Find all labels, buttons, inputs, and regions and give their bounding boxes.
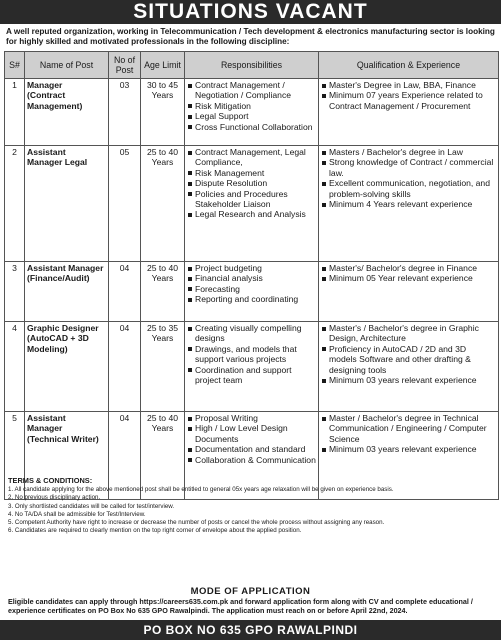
- job-posts-text: 04: [119, 413, 130, 423]
- terms-item: 6. Candidates are required to clearly mention on the top right corner of envelope about the applied position.: [8, 527, 302, 535]
- responsibility-item: Contract Management, Legal Compliance,: [187, 147, 316, 168]
- responsibility-item: Forecasting: [187, 284, 316, 294]
- terms-section: [8, 477, 496, 535]
- terms-list: [8, 486, 496, 535]
- terms-title: TERMS & CONDITIONS:: [8, 476, 93, 485]
- responsibility-list: [187, 80, 316, 132]
- job-posts: [109, 262, 141, 322]
- responsibility-item: Legal Research and Analysis: [187, 209, 316, 219]
- mode-title: MODE OF APPLICATION: [190, 586, 311, 597]
- job-name-line: Modeling): [27, 343, 68, 354]
- job-age-range: 25 to 40: [146, 263, 179, 273]
- job-name-line: Assistant: [27, 147, 66, 157]
- job-sno: [5, 262, 25, 322]
- job-sno-text: 4: [12, 323, 17, 333]
- qualification-item: Strong knowledge of Contract / commercial law.: [321, 157, 496, 178]
- job-qualification: [319, 322, 499, 412]
- job-name-line: (AutoCAD + 3D: [27, 333, 89, 344]
- qualification-item: Master's / Bachelor's degree in Graphic Design, Architecture: [321, 323, 496, 344]
- job-responsibilities: [185, 262, 319, 322]
- job-qualification: [319, 262, 499, 322]
- job-posts-text: 03: [119, 80, 130, 90]
- qualification-item: Master's Degree in Law, BBA, Finance: [321, 80, 496, 90]
- job-age-unit: Years: [151, 423, 174, 434]
- qualification-item: Minimum 4 Years relevant experience: [321, 199, 496, 209]
- responsibility-list: [187, 147, 316, 220]
- job-name-line: (Finance/Audit): [27, 273, 90, 284]
- intro-text: A well reputed organization, working in Telecommunication / Tech development & electronics manufacturing sector is looking for highly skilled and motivated professionals in the following discipline:: [6, 27, 495, 46]
- header-no-of-post: No of Post: [109, 52, 141, 79]
- job-row: [5, 322, 499, 412]
- responsibility-item: Drawings, and models that support various projects: [187, 344, 316, 365]
- qualification-item: Proficiency in AutoCAD / 2D and 3D models Software and other drafting & designing tools: [321, 344, 496, 375]
- terms-item: 5. Competent Authority have right to increase or decrease the number of posts or cancel the whole process without assigning any reason.: [8, 519, 385, 527]
- responsibility-item: Contract Management / Negotiation / Compliance: [187, 80, 316, 101]
- responsibility-item: Creating visually compelling designs: [187, 323, 316, 344]
- responsibility-item: Cross Functional Collaboration: [187, 122, 316, 132]
- responsibility-item: Risk Management: [187, 168, 316, 178]
- job-age-unit: Years: [151, 157, 174, 168]
- job-name: [25, 262, 109, 322]
- qualification-list: [321, 147, 496, 209]
- qualification-item: Minimum 07 years Experience related to Contract Management / Procurement: [321, 90, 496, 111]
- job-age-range: 25 to 40: [146, 147, 179, 157]
- responsibility-item: Collaboration & Communication: [187, 455, 316, 465]
- job-name-line: Manager: [27, 80, 63, 90]
- qualification-list: [321, 323, 496, 385]
- job-name-line: (Contract Management): [27, 90, 83, 111]
- job-name: [25, 146, 109, 262]
- job-name-line: Graphic Designer: [27, 323, 99, 333]
- responsibility-item: High / Low Level Design Documents: [187, 423, 316, 444]
- job-row: [5, 262, 499, 322]
- terms-item: 4. No TA/DA shall be admissible for Test/Interview.: [8, 510, 146, 518]
- responsibility-list: [187, 413, 316, 465]
- job-sno: [5, 79, 25, 146]
- job-row: [5, 79, 499, 146]
- job-qualification: [319, 79, 499, 146]
- footer-address: PO BOX NO 635 GPO RAWALPINDI: [0, 620, 501, 640]
- job-qualification: [319, 146, 499, 262]
- job-age-unit: Years: [151, 90, 174, 101]
- job-sno-text: 3: [12, 263, 17, 273]
- header-age-limit: Age Limit: [141, 52, 185, 79]
- job-name-line: Manager Legal: [27, 157, 88, 168]
- qualification-item: Minimum 03 years relevant experience: [321, 444, 496, 454]
- qualification-list: [321, 413, 496, 455]
- header-qualification: Qualification & Experience: [319, 52, 499, 79]
- job-age: [141, 322, 185, 412]
- responsibility-item: Project budgeting: [187, 263, 316, 273]
- job-age-range: 30 to 45: [146, 80, 179, 90]
- qualification-item: Masters / Bachelor's degree in Law: [321, 147, 496, 157]
- job-age: [141, 79, 185, 146]
- job-name-line: Manager: [27, 423, 63, 434]
- qualification-item: Excellent communication, negotiation, and problem-solving skills: [321, 178, 496, 199]
- job-responsibilities: [185, 79, 319, 146]
- responsibility-list: [187, 263, 316, 305]
- responsibility-list: [187, 323, 316, 385]
- job-name-line: Assistant Manager: [27, 263, 104, 273]
- job-name: [25, 322, 109, 412]
- job-responsibilities: [185, 322, 319, 412]
- terms-item: 3. Only shortlisted candidates will be called for test/interview.: [8, 502, 175, 510]
- job-sno: [5, 146, 25, 262]
- job-age-range: 25 to 40: [146, 413, 179, 423]
- qualification-list: [321, 80, 496, 111]
- responsibility-item: Coordination and support project team: [187, 365, 316, 386]
- qualification-item: Minimum 05 Year relevant experience: [321, 273, 496, 283]
- job-age-unit: Years: [151, 273, 174, 284]
- job-age-range: 25 to 35: [146, 323, 179, 333]
- job-name-line: (Technical Writer): [27, 433, 99, 444]
- job-sno-text: 1: [12, 80, 17, 90]
- mode-text: Eligible candidates can apply through https://careers635.com.pk and forward application form along with CV and complete educational / experience certificates on PO Box No 635 GPO Rawalpindi. The application must reach on or before April 22nd, 2024.: [8, 597, 473, 615]
- job-age: [141, 262, 185, 322]
- job-posts: [109, 146, 141, 262]
- responsibility-item: Risk Mitigation: [187, 101, 316, 111]
- job-posts-text: 05: [119, 147, 130, 157]
- job-age: [141, 146, 185, 262]
- jobs-table: [4, 51, 499, 500]
- header-sno: S#: [5, 52, 25, 79]
- terms-item: 1. All candidate applying for the above mentioned post shall be entitled to general 05x years age relaxation will be given on experience basis.: [8, 486, 394, 494]
- job-posts: [109, 79, 141, 146]
- responsibility-item: Dispute Resolution: [187, 178, 316, 188]
- job-responsibilities: [185, 146, 319, 262]
- qualification-list: [321, 263, 496, 284]
- job-sno-text: 5: [12, 413, 17, 423]
- page-title: SITUATIONS VACANT: [0, 0, 501, 24]
- header-responsibilities: Responsibilities: [185, 52, 319, 79]
- responsibility-item: Policies and Procedures Stakeholder Liaison: [187, 189, 316, 210]
- responsibility-item: Reporting and coordinating: [187, 294, 316, 304]
- job-sno-text: 2: [12, 147, 17, 157]
- job-name: [25, 79, 109, 146]
- job-age-unit: Years: [151, 333, 174, 344]
- responsibility-item: Financial analysis: [187, 273, 316, 283]
- job-posts: [109, 322, 141, 412]
- job-name-line: Assistant: [27, 413, 66, 423]
- responsibility-item: Legal Support: [187, 111, 316, 121]
- header-post: Name of Post: [25, 52, 109, 79]
- job-posts-text: 04: [119, 323, 130, 333]
- job-posts-text: 04: [119, 263, 130, 273]
- job-sno: [5, 322, 25, 412]
- qualification-item: Master / Bachelor's degree in Technical Communication / Engineering / Computer Science: [321, 413, 496, 444]
- qualification-item: Minimum 03 years relevant experience: [321, 375, 496, 385]
- terms-item: 2. No previous disciplinary action.: [8, 494, 101, 502]
- job-row: [5, 146, 499, 262]
- qualification-item: Master's/ Bachelor's degree in Finance: [321, 263, 496, 273]
- responsibility-item: Proposal Writing: [187, 413, 316, 423]
- table-header-row: [5, 52, 499, 79]
- responsibility-item: Documentation and standard: [187, 444, 316, 454]
